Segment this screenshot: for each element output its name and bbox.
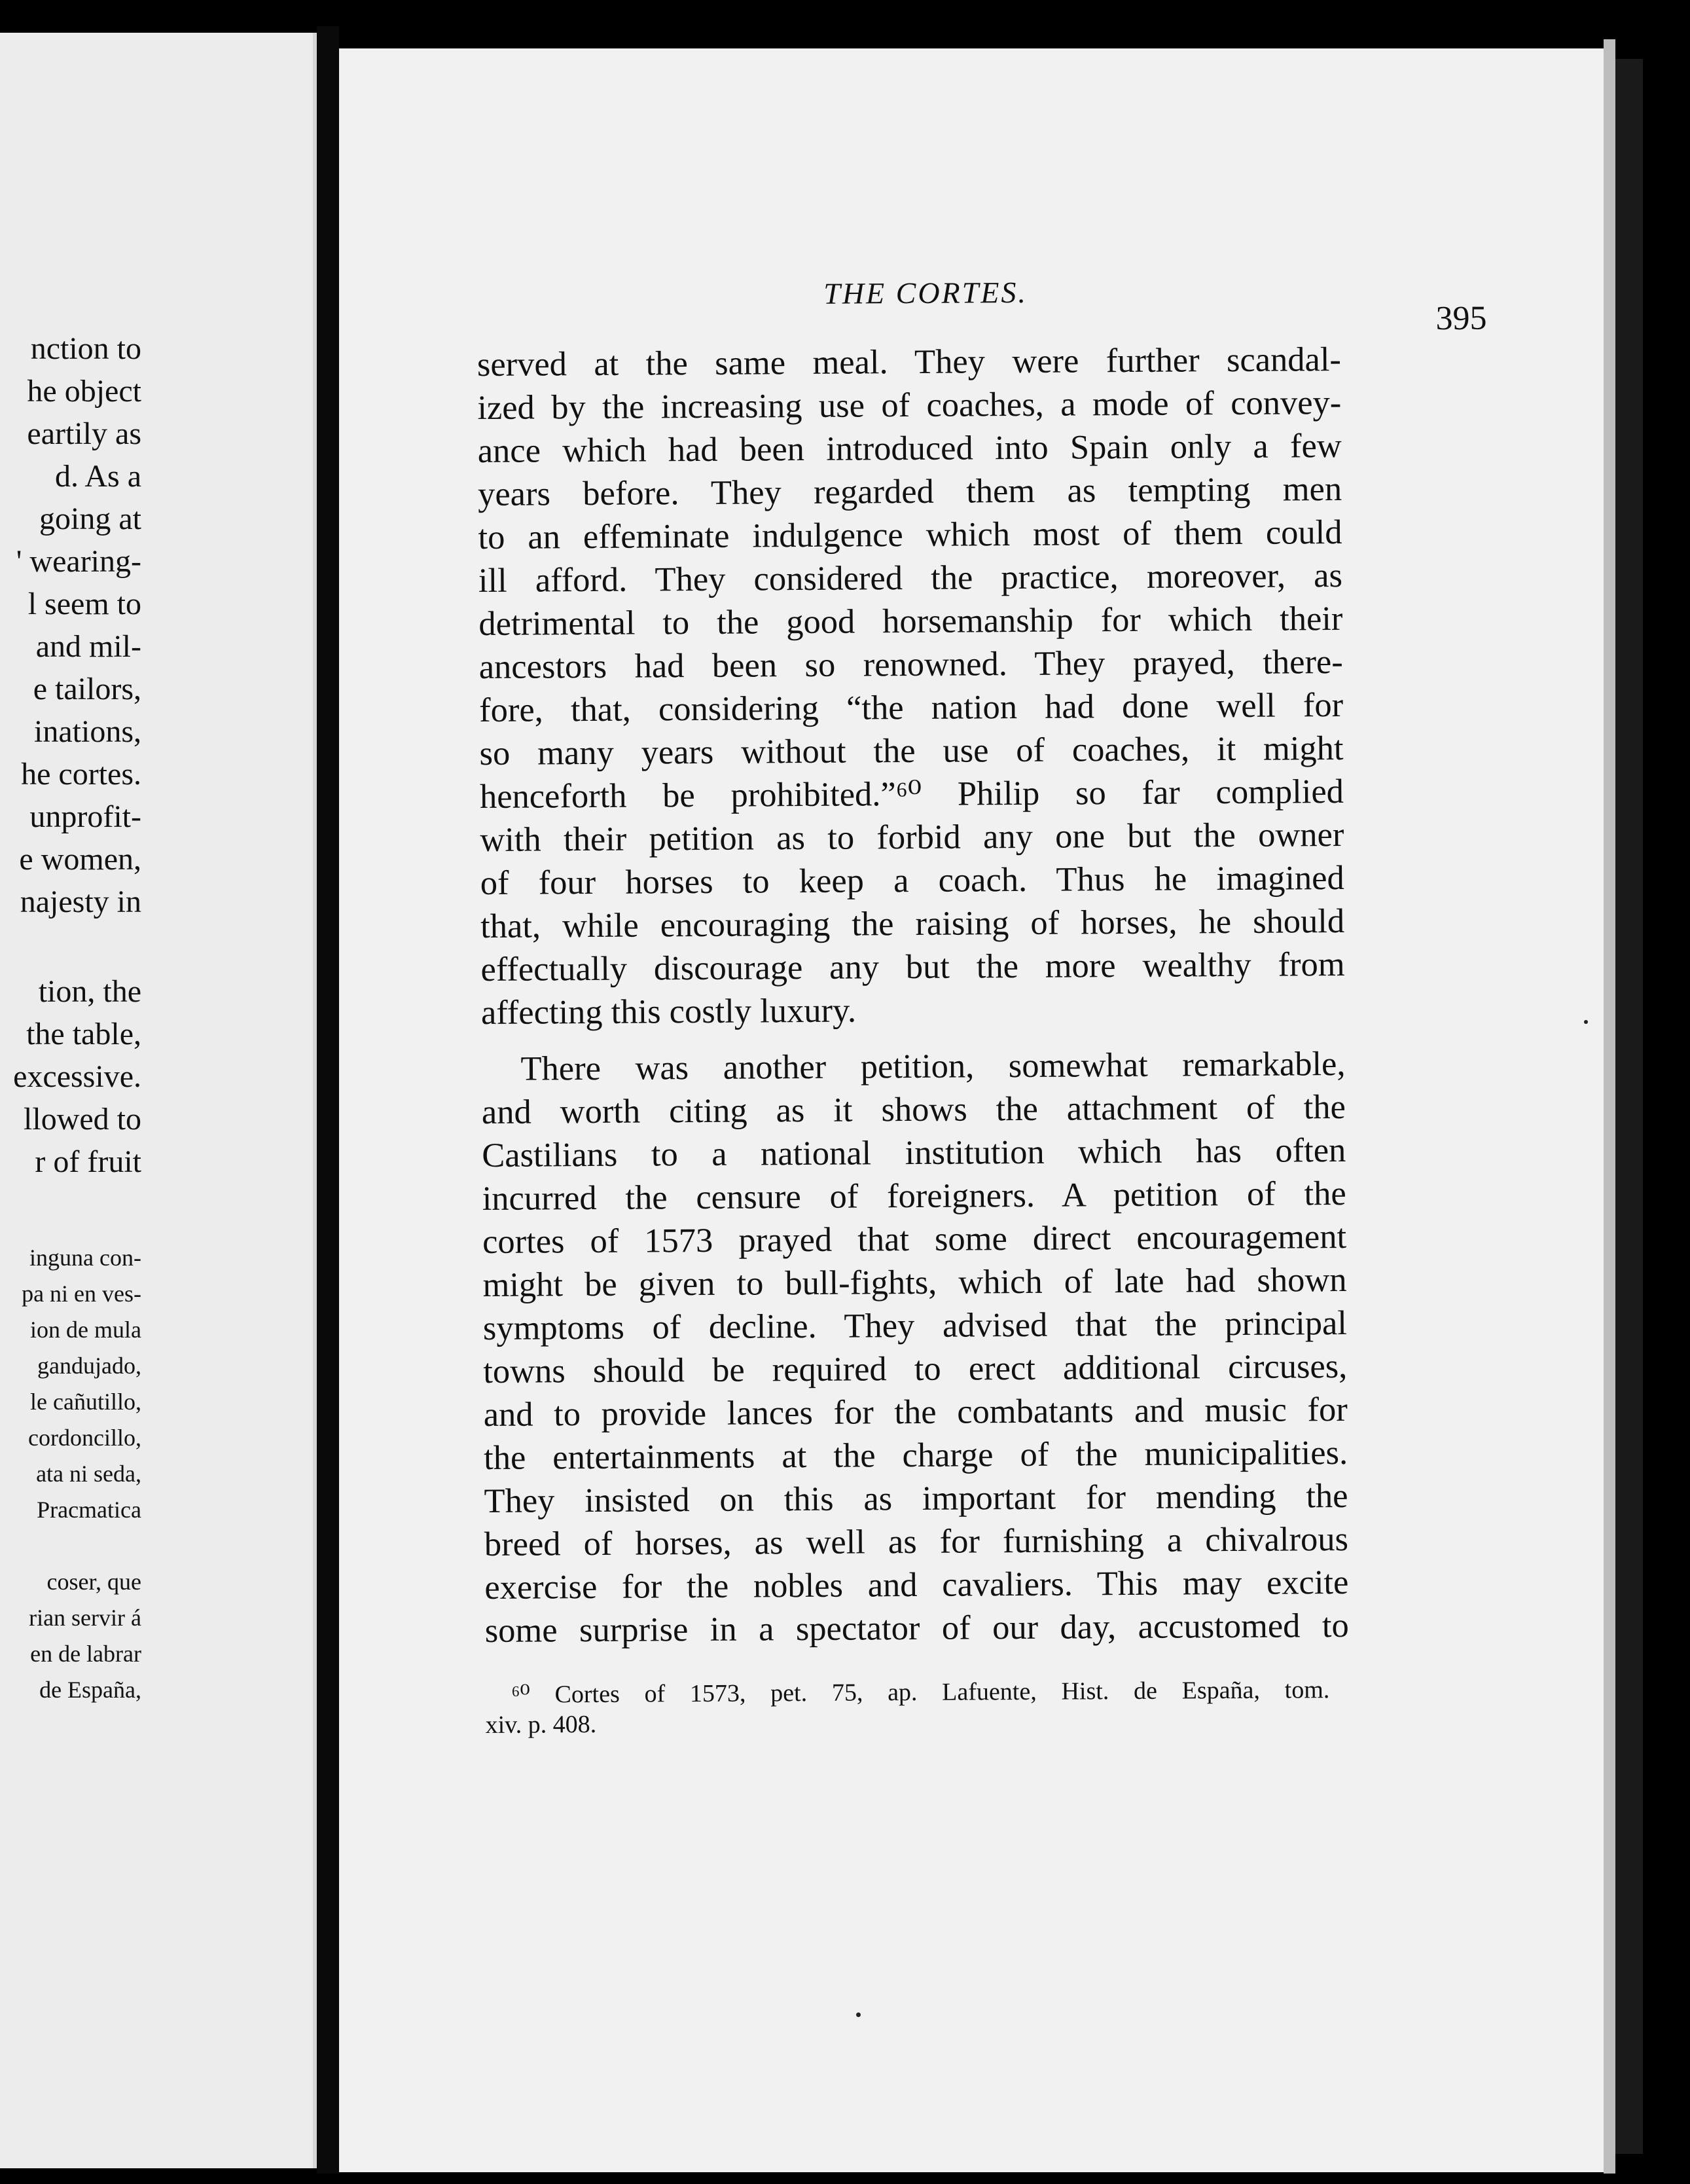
page-number: 395 (1435, 299, 1487, 338)
body-line: and worth citing as it shows the attachment of the (481, 1087, 1346, 1132)
left-footnote-line: le cañutillo, (30, 1389, 141, 1415)
body-line: ancestors had been so renowned. They prayed, there- (478, 642, 1343, 687)
left-page (0, 33, 317, 2168)
left-line: unprofit- (29, 799, 141, 834)
left-line: e women, (19, 842, 141, 877)
body-line: henceforth be prohibited.”⁶⁰ Philip so far complied (479, 772, 1344, 816)
body-line: cortes of 1573 prayed that some direct encouragement (482, 1217, 1347, 1262)
body-line: might be given to bull-fights, which of late had shown (482, 1260, 1347, 1305)
body-line: so many years without the use of coaches, it might (479, 729, 1344, 773)
left-line: going at (39, 501, 141, 536)
body-line: incurred the censure of foreigners. A petition of the (482, 1174, 1346, 1218)
body-line: exercise for the nobles and cavaliers. This may excite (484, 1563, 1349, 1607)
left-footnote-line: de España, (39, 1677, 141, 1703)
left-line: tion, the (38, 974, 141, 1009)
left-line: eartily as (27, 416, 141, 451)
body-line: years before. They regarded them as tempting men (477, 469, 1342, 514)
left-line: the table, (26, 1017, 141, 1051)
body-line: towns should be required to erect additional circuses, (483, 1347, 1348, 1391)
left-line: excessive. (13, 1059, 141, 1094)
left-footnote-line: gandujado, (37, 1353, 141, 1379)
print-speck (1584, 1020, 1588, 1024)
book-gutter (317, 26, 339, 2174)
left-line: he object (27, 374, 141, 409)
print-speck (856, 2012, 861, 2017)
footnote-line: ⁶⁰ Cortes of 1573, pet. 75, ap. Lafuente, Hist. de España, tom. (511, 1676, 1330, 1709)
body-line: ill afford. They considered the practice, moreover, as (478, 556, 1343, 600)
left-line: he cortes. (21, 757, 141, 792)
footnote-line: xiv. p. 408. (485, 1710, 597, 1739)
body-line: detrimental to the good horsemanship for which their (478, 599, 1343, 644)
page-text-block (475, 48, 1575, 2172)
left-footnote-line: ion de mula (30, 1317, 141, 1343)
page-stack-shadow (1615, 59, 1643, 2154)
running-head: THE CORTES. (823, 275, 1028, 310)
left-footnote-line: cordoncillo, (28, 1425, 141, 1451)
body-line: served at the same meal. They were further scandal- (476, 340, 1342, 384)
body-line: ized by the increasing use of coaches, a mode of convey- (477, 383, 1342, 428)
left-footnote-line: rian servir á (29, 1605, 141, 1631)
body-line: There was another petition, somewhat remarkable, (520, 1044, 1346, 1088)
left-line: d. As a (55, 459, 141, 494)
left-footnote-line: coser, que (46, 1569, 141, 1595)
left-footnote-line: pa ni en ves- (22, 1281, 141, 1307)
body-line: affecting this costly luxury. (480, 991, 857, 1032)
right-page (339, 48, 1615, 2172)
left-line: ' wearing- (16, 544, 141, 579)
body-line: that, while encouraging the raising of horses, he should (480, 901, 1345, 946)
body-line: breed of horses, as well as for furnishing a chivalrous (484, 1520, 1349, 1564)
body-line: symptoms of decline. They advised that the principal (482, 1303, 1348, 1348)
left-footnote-line: en de labrar (30, 1641, 141, 1667)
page-edge (1604, 39, 1615, 2174)
left-page-text (0, 33, 141, 2168)
left-line: l seem to (27, 587, 141, 621)
left-footnote-line: Pracmatica (37, 1497, 141, 1523)
left-line: e tailors, (33, 672, 141, 706)
body-line: Castilians to a national institution which has often (482, 1131, 1346, 1175)
body-line: effectually discourage any but the more wealthy from (480, 945, 1345, 989)
body-line: of four horses to keep a coach. Thus he imagined (480, 858, 1344, 903)
left-line: nction to (30, 331, 141, 366)
left-line: llowed to (24, 1102, 141, 1137)
left-footnote-line: inguna con- (29, 1245, 141, 1271)
left-line: and mil- (35, 629, 141, 664)
body-line: to an effeminate indulgence which most of them could (478, 513, 1342, 557)
left-line: inations, (34, 714, 141, 749)
body-line: They insisted on this as important for mending the (484, 1476, 1348, 1521)
body-line: and to provide lances for the combatants and music for (483, 1390, 1348, 1434)
left-line: najesty in (20, 884, 141, 919)
body-line: some surprise in a spectator of our day, accustomed to (484, 1606, 1349, 1650)
body-line: ance which had been introduced into Spain only a few (477, 426, 1342, 471)
body-line: fore, that, considering “the nation had done well for (478, 685, 1344, 730)
left-line: r of fruit (35, 1144, 141, 1179)
body-line: the entertainments at the charge of the municipalities. (483, 1433, 1348, 1478)
body-line: with their petition as to forbid any one but the owner (480, 815, 1344, 860)
left-footnote-line: ata ni seda, (36, 1461, 141, 1487)
